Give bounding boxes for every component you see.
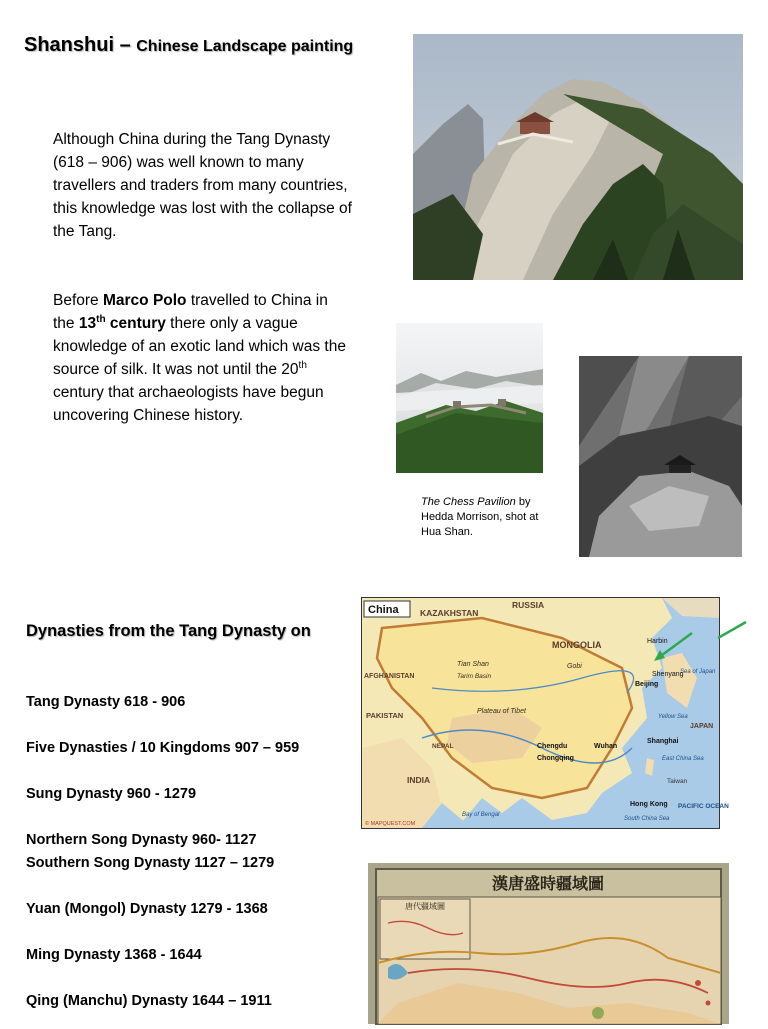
map-sea: East China Sea xyxy=(662,756,704,762)
intro-paragraph-2: Before Marco Polo travelled to China in the 13th century there only a vague knowledge of an exotic land which was the source of silk. It was not until the 20th century that archaeologists have begun uncovering Chinese history. xyxy=(53,292,346,424)
map-label: NEPAL xyxy=(432,743,454,750)
map-label: Tian Shan xyxy=(457,661,489,668)
dynasties-heading: Dynasties from the Tang Dynasty on xyxy=(26,622,311,640)
map-city: Chongqing xyxy=(537,755,574,762)
map-label: JAPAN xyxy=(690,723,714,730)
map-label: INDIA xyxy=(407,775,431,785)
map-city: Shenyang xyxy=(652,671,684,678)
dynasty-item: Sung Dynasty 960 - 1279 xyxy=(26,786,197,802)
map-label: MONGOLIA xyxy=(552,640,602,650)
old-map-title: 漢唐盛時疆域圖 xyxy=(491,874,605,893)
map-sea: Bay of Bengal xyxy=(462,812,500,818)
photo-caption: The Chess Pavilion by Hedda Morrison, shot at Hua Shan. xyxy=(421,496,539,538)
china-map xyxy=(361,597,729,829)
map-title: China xyxy=(368,604,399,616)
map-sea: South China Sea xyxy=(624,816,670,822)
dynasty-item: Qing (Manchu) Dynasty 1644 – 1911 xyxy=(26,993,272,1009)
map-label: Taiwan xyxy=(667,778,688,785)
dynasty-item: Northern Song Dynasty 960- 1127 xyxy=(26,832,257,848)
map-city: Wuhan xyxy=(594,743,618,750)
mountain-temple-photo xyxy=(413,34,743,280)
old-map-inset-title: 唐代疆域圖 xyxy=(405,902,445,911)
dynasty-item: Tang Dynasty 618 - 906 xyxy=(26,694,186,710)
map-city: Shanghai xyxy=(647,738,679,745)
map-label: AFGHANISTAN xyxy=(364,673,415,680)
map-city: Harbin xyxy=(647,638,668,645)
arrow-icon xyxy=(718,620,748,640)
dynasty-item: Five Dynasties / 10 Kingdoms 907 – 959 xyxy=(26,740,300,756)
dynasty-item: Yuan (Mongol) Dynasty 1279 - 1368 xyxy=(26,901,268,917)
chess-pavilion-photo xyxy=(579,356,742,557)
map-sea: Sea of Japan xyxy=(680,669,716,675)
map-label: RUSSIA xyxy=(512,600,545,610)
old-tang-map xyxy=(368,863,729,1024)
map-label: KAZAKHSTAN xyxy=(420,608,479,618)
dynasty-item: Southern Song Dynasty 1127 – 1279 xyxy=(26,855,275,871)
great-wall-mist-photo xyxy=(396,323,543,473)
page-title: Shanshui – Chinese Landscape painting xyxy=(24,34,354,56)
map-credit: © MAPQUEST.COM xyxy=(365,821,416,827)
map-city: Chengdu xyxy=(537,743,568,750)
dynasty-item: Ming Dynasty 1368 - 1644 xyxy=(26,947,202,963)
map-label: Plateau of Tibet xyxy=(477,708,526,715)
map-sea: Yellow Sea xyxy=(658,714,688,720)
map-city: Beijing xyxy=(635,681,659,688)
map-sea: PACIFIC OCEAN xyxy=(678,803,729,810)
intro-paragraph-1: Although China during the Tang Dynasty (618 – 906) was well known to many travellers and traders from many countries, this knowledge was lost with the collapse of the Tang. xyxy=(53,131,352,240)
map-label: Gobi xyxy=(567,663,582,670)
map-city: Hong Kong xyxy=(630,801,668,808)
map-label: Tarim Basin xyxy=(457,673,492,680)
map-label: PAKISTAN xyxy=(366,711,404,720)
